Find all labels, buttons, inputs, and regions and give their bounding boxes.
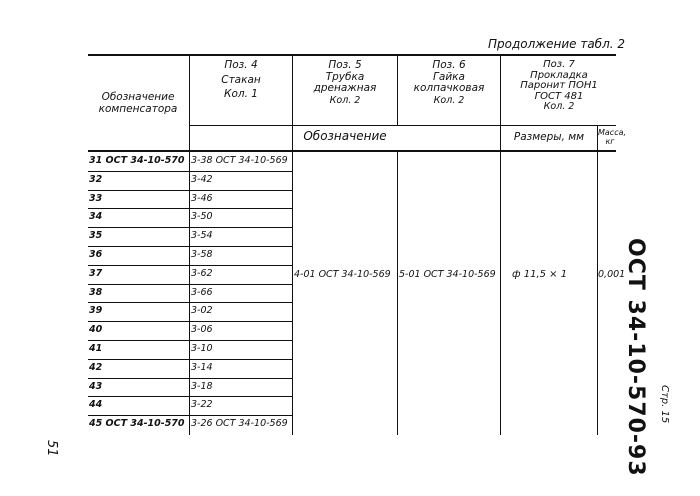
pos6-name: Гайка колпачковая xyxy=(413,70,485,94)
row-pos4: 3-02 xyxy=(191,305,213,317)
row-line xyxy=(88,208,293,209)
row-designation: 41 xyxy=(89,343,103,354)
row-line xyxy=(88,265,293,266)
pos5-header xyxy=(295,60,395,106)
row-designation: 40 xyxy=(89,324,103,336)
row-line xyxy=(88,321,293,322)
row-designation: 43 xyxy=(89,380,103,392)
row-designation: 38 xyxy=(89,286,103,298)
col-divider-3b xyxy=(397,152,398,435)
page-number: 51 xyxy=(44,440,59,457)
pos5-value: 4-01 ОСТ 34-10-569 xyxy=(294,269,391,280)
row-pos4: 3-62 xyxy=(191,267,213,279)
row-designation: 36 xyxy=(89,249,103,260)
table-top-border xyxy=(88,54,616,56)
pos4-pos: Поз. 4 xyxy=(224,59,258,71)
pos6-pos: Поз. 6 xyxy=(432,59,466,71)
page-label: Стр. 15 xyxy=(659,385,670,424)
row-designation: 31 ОСТ 34-10-570 xyxy=(89,155,185,166)
row-line xyxy=(88,190,293,191)
pos7-name: Прокладка Паронит ПОН1 ГОСТ 481 xyxy=(520,69,598,102)
row-line xyxy=(88,171,293,172)
pos6-value: 5-01 ОСТ 34-10-569 xyxy=(399,269,496,280)
row-line xyxy=(88,227,293,228)
mass-sub-header: Масса, кг xyxy=(598,128,627,146)
pos7-qty: Кол. 2 xyxy=(543,101,575,112)
row-line xyxy=(88,340,293,341)
continuation-note: Продолжение табл. 2 xyxy=(488,37,626,51)
header-sub-divider xyxy=(190,125,616,126)
row-line xyxy=(88,415,293,416)
pos7-size-value: ф 11,5 × 1 xyxy=(512,269,568,280)
row-pos4: 3-06 xyxy=(191,324,213,336)
pos4-name: Стакан xyxy=(221,73,261,86)
row-line xyxy=(88,378,293,379)
pos6-header xyxy=(400,60,498,106)
row-designation: 37 xyxy=(89,267,103,279)
row-pos4: 3-26 ОСТ 34-10-569 xyxy=(191,418,288,430)
row-pos4: 3-66 xyxy=(191,286,213,298)
row-designation: 35 xyxy=(89,230,103,242)
row-pos4: 3-38 ОСТ 34-10-569 xyxy=(191,155,288,166)
row-pos4: 3-46 xyxy=(191,192,213,204)
row-designation: 33 xyxy=(89,192,103,204)
row-line xyxy=(88,302,293,303)
pos5-pos: Поз. 5 xyxy=(328,59,362,71)
pos4-qty: Кол. 1 xyxy=(224,88,258,100)
header-bottom-border xyxy=(88,150,616,152)
pos7-header xyxy=(503,60,615,113)
row-designation: 42 xyxy=(89,361,103,373)
row-pos4: 3-42 xyxy=(191,173,213,185)
row-pos4: 3-10 xyxy=(191,343,213,354)
pos4-header xyxy=(192,60,290,101)
col-divider-4 xyxy=(500,55,501,435)
row-line xyxy=(88,284,293,285)
row-line xyxy=(88,359,293,360)
row-pos4: 3-22 xyxy=(191,399,213,411)
pos7-pos: Поз. 7 xyxy=(543,59,575,70)
pos5-name: Трубка дренажная xyxy=(313,70,377,94)
sizes-sub-header: Размеры, мм xyxy=(513,131,585,143)
row-pos4: 3-50 xyxy=(191,211,213,223)
row-pos4: 3-54 xyxy=(191,230,213,242)
row-designation: 39 xyxy=(89,305,103,317)
col-divider-3 xyxy=(397,55,398,125)
row-designation: 34 xyxy=(89,211,103,223)
row-designation: 32 xyxy=(89,173,103,185)
row-pos4: 3-14 xyxy=(191,361,213,373)
row-pos4: 3-18 xyxy=(191,380,213,392)
row-pos4: 3-58 xyxy=(191,249,213,260)
row-line xyxy=(88,246,293,247)
designation-sub-header: Обозначение xyxy=(303,129,387,143)
designation-col-header: Обозначение компенсатора xyxy=(98,91,178,115)
pos6-qty: Кол. 2 xyxy=(433,94,465,106)
row-designation: 45 ОСТ 34-10-570 xyxy=(89,418,185,430)
row-designation: 44 xyxy=(89,399,103,411)
pos7-mass-value: 0,001 xyxy=(598,269,626,280)
row-line xyxy=(88,396,293,397)
pos5-qty: Кол. 2 xyxy=(329,94,361,106)
document-code: ОСТ 34-10-570-93 xyxy=(623,238,648,477)
